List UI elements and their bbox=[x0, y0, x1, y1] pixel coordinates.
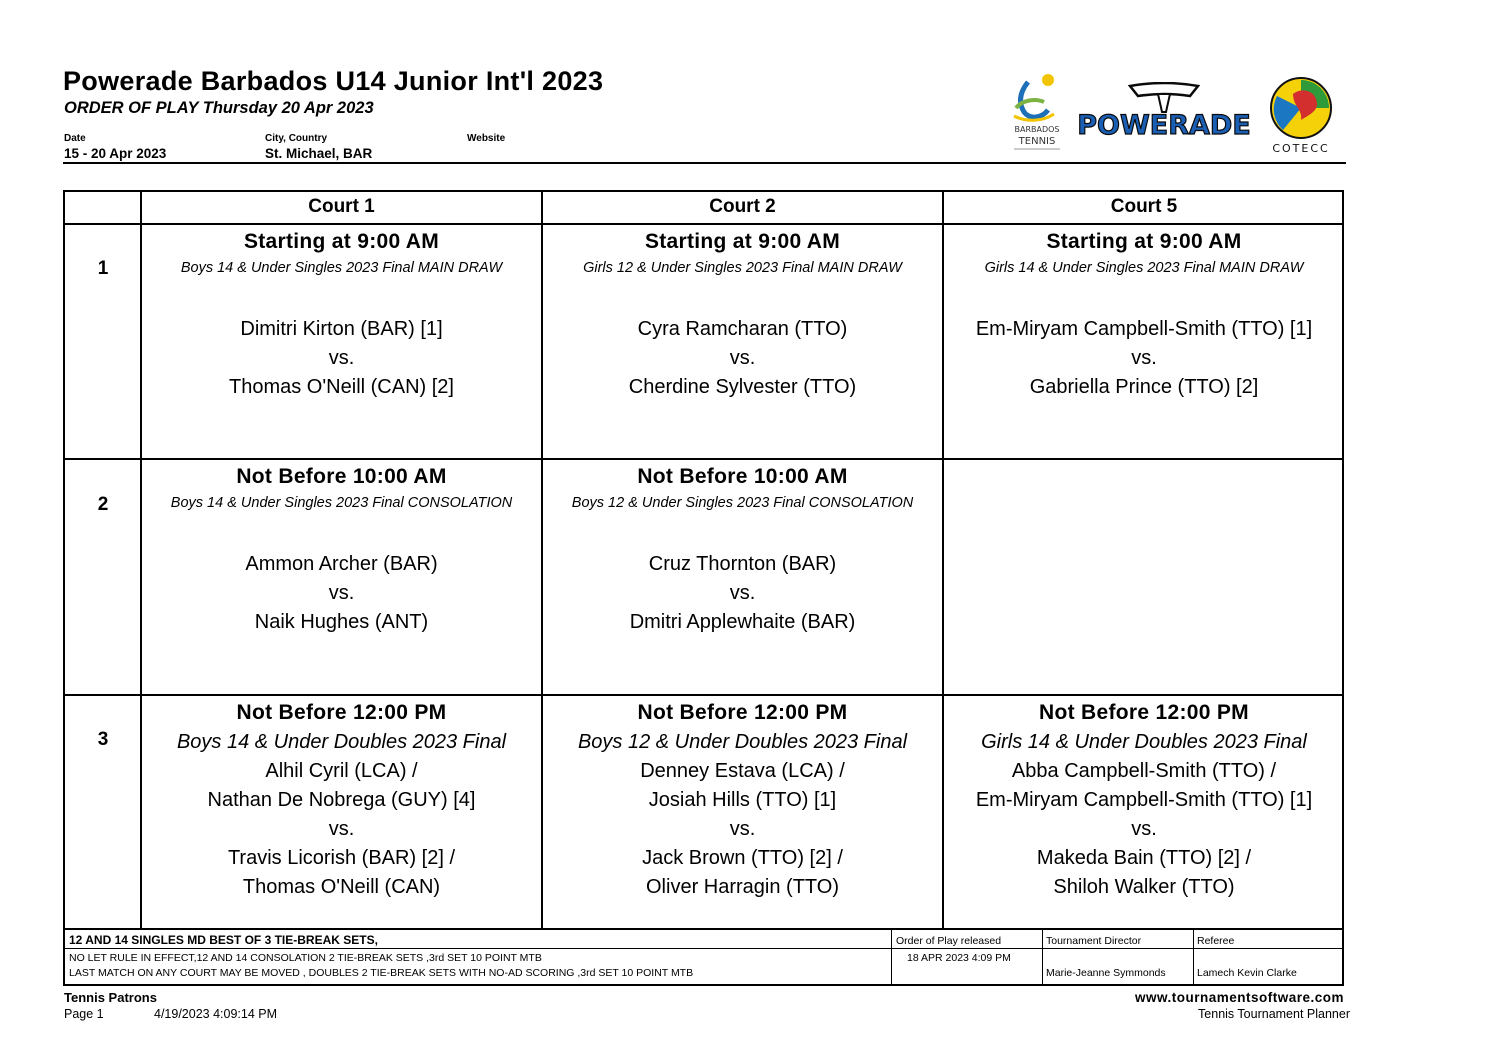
versus-label: vs. bbox=[729, 582, 756, 604]
header-divider bbox=[63, 162, 1346, 164]
event-name: Boys 12 & Under Doubles 2023 Final bbox=[577, 731, 908, 753]
website-link[interactable]: www.tournamentsoftware.com bbox=[1134, 990, 1344, 1005]
grid-line bbox=[1042, 930, 1043, 984]
website-label: Website bbox=[467, 133, 506, 144]
svg-text:COTECC: COTECC bbox=[1272, 142, 1330, 155]
player-line: Ammon Archer (BAR) bbox=[245, 553, 438, 575]
versus-label: vs. bbox=[328, 818, 355, 840]
director-value: Marie-Jeanne Symmonds bbox=[1046, 967, 1166, 979]
page-subtitle: ORDER OF PLAY Thursday 20 Apr 2023 bbox=[64, 99, 374, 117]
player-line: Naik Hughes (ANT) bbox=[254, 611, 429, 633]
svg-text:TENNIS: TENNIS bbox=[1018, 136, 1056, 147]
row-number: 2 bbox=[97, 494, 109, 515]
row-number: 3 bbox=[97, 729, 109, 750]
grid-line bbox=[65, 948, 1342, 949]
row-number: 1 bbox=[97, 258, 109, 279]
player-line: Em-Miryam Campbell-Smith (TTO) [1] bbox=[975, 789, 1313, 811]
versus-label: vs. bbox=[729, 347, 756, 369]
versus-label: vs. bbox=[328, 582, 355, 604]
match-cell bbox=[543, 225, 942, 402]
page-number: Page 1 bbox=[64, 1007, 104, 1021]
match-cell bbox=[142, 696, 541, 902]
city-label: City, Country bbox=[265, 133, 328, 144]
player-line: Cyra Ramcharan (TTO) bbox=[637, 318, 848, 340]
match-time: Not Before 12:00 PM bbox=[236, 701, 447, 724]
versus-label: vs. bbox=[1131, 818, 1157, 840]
player-line: Cherdine Sylvester (TTO) bbox=[628, 376, 857, 398]
event-name: Boys 14 & Under Doubles 2023 Final bbox=[176, 731, 507, 753]
court-header: Court 2 bbox=[709, 196, 776, 217]
event-name: Boys 14 & Under Singles 2023 Final CONSOLATION bbox=[170, 495, 513, 511]
match-time: Not Before 12:00 PM bbox=[637, 701, 848, 724]
svg-text:BARBADOS: BARBADOS bbox=[1014, 125, 1060, 134]
match-time: Starting at 9:00 AM bbox=[644, 230, 841, 253]
date-value: 15 - 20 Apr 2023 bbox=[64, 146, 167, 161]
player-line: Dimitri Kirton (BAR) [1] bbox=[240, 318, 443, 340]
svg-text:POWERADE: POWERADE bbox=[1078, 110, 1250, 140]
page-title: Powerade Barbados U14 Junior Int'l 2023 bbox=[63, 66, 604, 96]
match-time: Starting at 9:00 AM bbox=[1046, 230, 1242, 253]
player-line: Cruz Thornton (BAR) bbox=[648, 553, 837, 575]
match-time: Not Before 10:00 AM bbox=[637, 465, 848, 488]
match-time: Not Before 12:00 PM bbox=[1039, 701, 1249, 724]
event-name: Girls 14 & Under Singles 2023 Final MAIN DRAW bbox=[984, 260, 1304, 276]
event-name: Boys 12 & Under Singles 2023 Final CONSOLATION bbox=[571, 495, 914, 511]
event-name: Girls 14 & Under Doubles 2023 Final bbox=[981, 731, 1307, 753]
software-name: Tennis Tournament Planner bbox=[1198, 1007, 1350, 1021]
patrons-label: Tennis Patrons bbox=[64, 990, 157, 1005]
match-cell bbox=[142, 460, 541, 637]
rules-footer-table bbox=[63, 930, 1344, 986]
player-line: Makeda Bain (TTO) [2] / bbox=[1036, 847, 1252, 869]
player-line: Jack Brown (TTO) [2] / bbox=[642, 847, 843, 869]
player-line: Alhil Cyril (LCA) / bbox=[265, 760, 418, 782]
versus-label: vs. bbox=[1131, 347, 1157, 369]
barbados-tennis-logo bbox=[1008, 72, 1066, 154]
city-value: St. Michael, BAR bbox=[265, 146, 373, 161]
match-cell bbox=[944, 225, 1344, 402]
player-line: Dmitri Applewhaite (BAR) bbox=[629, 611, 856, 633]
court-header: Court 5 bbox=[1110, 196, 1178, 217]
referee-value: Lamech Kevin Clarke bbox=[1197, 967, 1297, 979]
event-name: Girls 12 & Under Singles 2023 Final MAIN DRAW bbox=[583, 260, 902, 276]
match-cell bbox=[142, 225, 541, 402]
court-header: Court 1 bbox=[308, 196, 375, 217]
player-line: Thomas O'Neill (CAN) bbox=[242, 876, 441, 898]
rules-title: 12 AND 14 SINGLES MD BEST OF 3 TIE-BREAK SETS, bbox=[69, 933, 378, 947]
powerade-logo bbox=[1078, 82, 1250, 140]
print-timestamp: 4/19/2023 4:09:14 PM bbox=[154, 1007, 278, 1021]
match-cell bbox=[543, 460, 942, 637]
cotecc-logo bbox=[1263, 76, 1339, 156]
released-value: 18 APR 2023 4:09 PM bbox=[907, 952, 1011, 964]
match-time: Starting at 9:00 AM bbox=[243, 230, 440, 253]
match-cell bbox=[543, 696, 942, 902]
versus-label: vs. bbox=[328, 347, 355, 369]
grid-line bbox=[891, 930, 892, 984]
versus-label: vs. bbox=[729, 818, 756, 840]
director-label: Tournament Director bbox=[1046, 935, 1142, 947]
player-line: Nathan De Nobrega (GUY) [4] bbox=[207, 789, 476, 811]
referee-label: Referee bbox=[1197, 935, 1235, 947]
event-name: Boys 14 & Under Singles 2023 Final MAIN DRAW bbox=[180, 260, 503, 276]
player-line: Denney Estava (LCA) / bbox=[640, 760, 845, 782]
grid-line bbox=[1193, 930, 1194, 984]
rules-line: NO LET RULE IN EFFECT,12 AND 14 CONSOLATION 2 TIE-BREAK SETS ,3rd SET 10 POINT MTB bbox=[69, 952, 542, 964]
player-line: Em-Miryam Campbell-Smith (TTO) [1] bbox=[975, 318, 1313, 340]
player-line: Gabriella Prince (TTO) [2] bbox=[1029, 376, 1259, 398]
player-line: Josiah Hills (TTO) [1] bbox=[648, 789, 837, 811]
player-line: Shiloh Walker (TTO) bbox=[1053, 876, 1235, 898]
released-label: Order of Play released bbox=[896, 935, 1002, 947]
order-of-play-table bbox=[63, 190, 1344, 930]
match-cell bbox=[944, 696, 1344, 902]
player-line: Thomas O'Neill (CAN) [2] bbox=[229, 376, 454, 398]
player-line: Abba Campbell-Smith (TTO) / bbox=[1011, 760, 1277, 782]
date-label: Date bbox=[64, 133, 86, 144]
player-line: Oliver Harragin (TTO) bbox=[646, 876, 839, 898]
match-time: Not Before 10:00 AM bbox=[236, 465, 447, 488]
player-line: Travis Licorish (BAR) [2] / bbox=[227, 847, 456, 869]
rules-line: LAST MATCH ON ANY COURT MAY BE MOVED , DOUBLES 2 TIE-BREAK SETS WITH NO-AD SCORING ,3rd SET 10 POINT MTB bbox=[69, 967, 694, 979]
